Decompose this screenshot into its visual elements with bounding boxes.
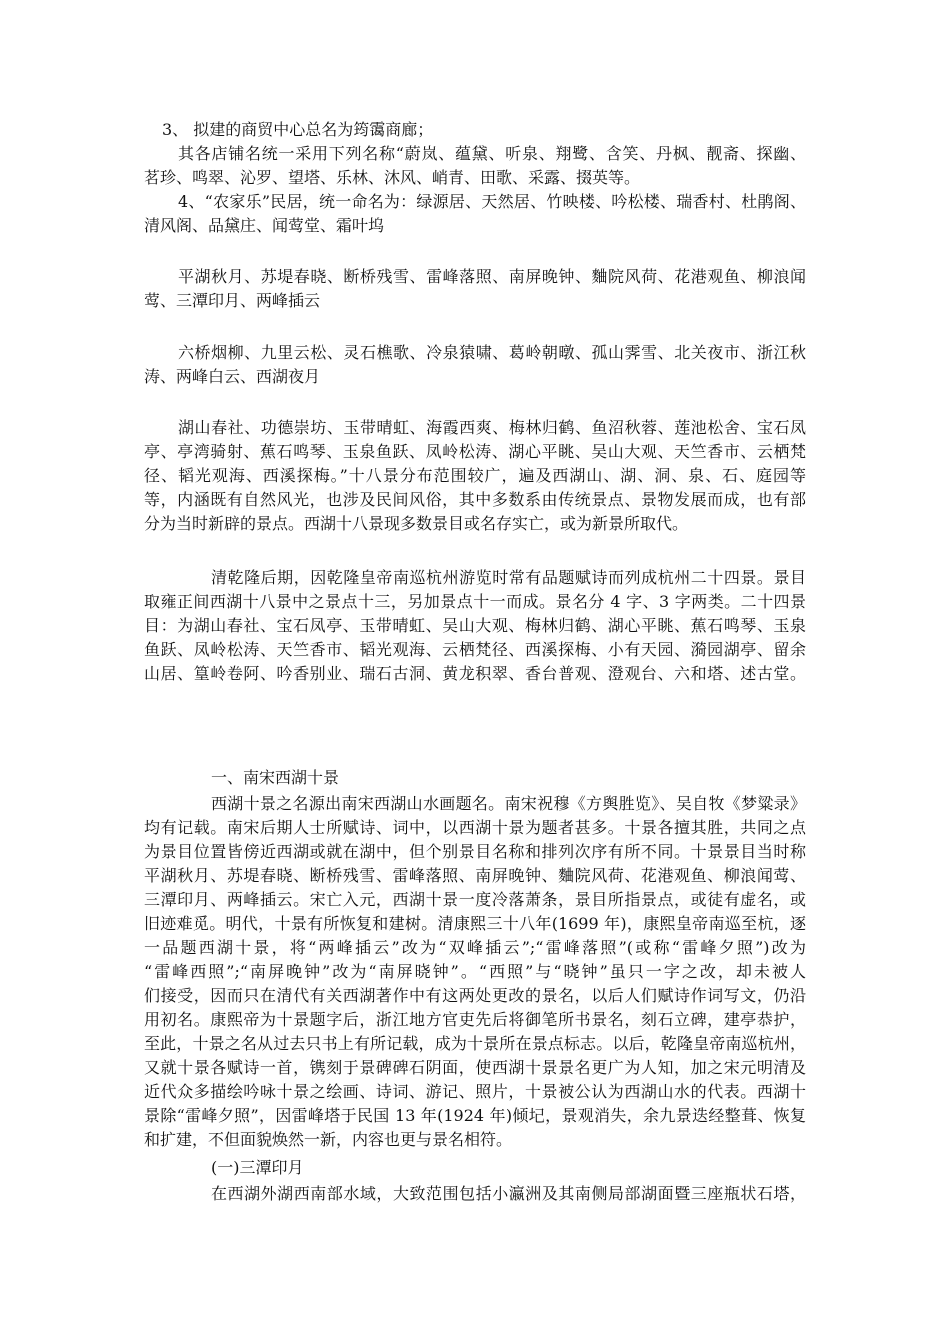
paragraph-line: 在西湖外湖西南部水域，大致范围包括小瀛洲及其南侧局部湖面暨三座瓶状石塔， [211,1184,806,1203]
paragraph-line: 西湖十景之名源出南宋西湖山水画题名。南宋祝穆《方舆胜览》、吴自牧《梦粱录》 [211,794,806,813]
paragraph-line: “雷峰西照”;“南屏晚钟”改为“南屏晓钟”。“西照”与“晓钟”虽只一字之改，却未被人 [144,962,806,981]
paragraph-line: 三潭印月、两峰插云。宋亡入元，西湖十景一度冷落萧条，景目所指景点，或徒有虚名，或 [144,890,806,909]
paragraph-line: 茗珍、鸣翠、沁罗、望塔、乐林、沐风、峭青、田歌、采露、掇英等。 [144,168,641,187]
paragraph-line: 至此，十景之名从过去只书上有所记载，成为十景所在景点标志。以后，乾隆皇帝南巡杭州， [144,1034,806,1053]
paragraph-line: 们接受，因而只在清代有关西湖著作中有这两处更改的景名，以后人们赋诗作词写文，仍沿 [144,986,806,1005]
paragraph-line: 清乾隆后期，因乾隆皇帝南巡杭州游览时常有品题赋诗而列成杭州二十四景。景目 [211,568,806,587]
subsection-heading: (一)三潭印月 [211,1158,304,1177]
paragraph-line: 涛、两峰白云、西湖夜月 [144,367,321,386]
paragraph-line: 鱼跃、凤岭松涛、天竺香市、韬光观海、云栖梵径、西溪探梅、小有天园、漪园湖亭、留余 [144,640,806,659]
paragraph-line: 景除“雷峰夕照”，因雷峰塔于民国 13 年(1924 年)倾圮，景观消失，余九景迭经整葺、恢复 [144,1106,806,1125]
paragraph-line: 其各店铺名统一采用下列名称“蔚岚、蕴黛、听泉、翔鹭、含笑、丹枫、靓斋、探幽、 [178,144,806,163]
paragraph-line: 莺、三潭印月、两峰插云 [144,291,321,310]
paragraph-line: 旧迹难觅。明代，十景有所恢复和建树。清康熙三十八年(1699 年)，康熙皇帝南巡至杭，逐 [144,914,806,933]
paragraph-line: 为景目位置皆傍近西湖或就在湖中，但个别景目名称和排列次序有所不同。十景景目当时称 [144,842,806,861]
paragraph-line: 均有记载。南宋后期人士所赋诗、词中，以西湖十景为题者甚多。十景各擅其胜，共同之点 [144,818,806,837]
paragraph-line: 亭、亭湾骑射、蕉石鸣琴、玉泉鱼跃、凤岭松涛、湖心平眺、吴山大观、天竺香市、云栖梵 [144,442,806,461]
paragraph-line: 平湖秋月、苏堤春晓、断桥残雪、雷峰落照、南屏晚钟、麯院风荷、花港观鱼、柳浪闻莺、 [144,866,806,885]
paragraph-line: 和扩建，不但面貌焕然一新，内容也更与景名相符。 [144,1130,513,1149]
paragraph-line: 径、韬光观海、西溪探梅。”十八景分布范围较广，遍及西湖山、湖、洞、泉、石、庭园等 [144,466,806,485]
paragraph-line: 清风阁、品黛庄、闻莺堂、霜叶坞 [144,216,385,235]
list-item-3-heading: 3、 拟建的商贸中心总名为筠霭商廊； [162,120,434,139]
paragraph-line: 目：为湖山春社、宝石凤亭、玉带晴虹、吴山大观、梅林归鹤、湖心平眺、蕉石鸣琴、玉泉 [144,616,806,635]
list-item-4-heading: 4、“农家乐”民居，统一命名为：绿源居、天然居、竹映楼、吟松楼、瑞香村、杜鹃阁、 [178,192,806,211]
paragraph-line: 取雍正间西湖十八景中之景点十三，另加景点十一而成。景名分 4 字、3 字两类。二十四景 [144,592,806,611]
paragraph-line: 分为当时新辟的景点。西湖十八景现多数景目或名存实亡，或为新景所取代。 [144,514,689,533]
section-heading: 一、南宋西湖十景 [211,768,340,787]
paragraph-line: 平湖秋月、苏堤春晓、断桥残雪、雷峰落照、南屏晚钟、麯院风荷、花港观鱼、柳浪闻 [178,267,806,286]
paragraph-line: 用初名。康熙帝为十景题字后，浙江地方官吏先后将御笔所书景名，刻石立碑，建亭恭护， [144,1010,806,1029]
paragraph-line: 山居、篁岭卷阿、吟香别业、瑞石古洞、黄龙积翠、香台普观、澄观台、六和塔、述古堂。 [144,664,806,683]
paragraph-line: 等，内涵既有自然风光，也涉及民间风俗，其中多数系由传统景点、景物发展而成，也有部 [144,490,806,509]
paragraph-line: 六桥烟柳、九里云松、灵石樵歌、冷泉猿啸、葛岭朝暾、孤山霁雪、北关夜市、浙江秋 [178,343,806,362]
paragraph-line: 近代众多描绘吟咏十景之绘画、诗词、游记、照片，十景被公认为西湖山水的代表。西湖十 [144,1082,806,1101]
paragraph-line: 湖山春社、功德崇坊、玉带晴虹、海霞西爽、梅林归鹤、鱼沼秋蓉、莲池松舍、宝石凤 [178,418,806,437]
paragraph-line: 一品题西湖十景，将“两峰插云”改为“双峰插云”;“雷峰落照”(或称“雷峰夕照”)改为 [144,938,806,957]
paragraph-line: 又就十景各赋诗一首，镌刻于景碑碑石阴面，使西湖十景景名更广为人知，加之宋元明清及 [144,1058,806,1077]
